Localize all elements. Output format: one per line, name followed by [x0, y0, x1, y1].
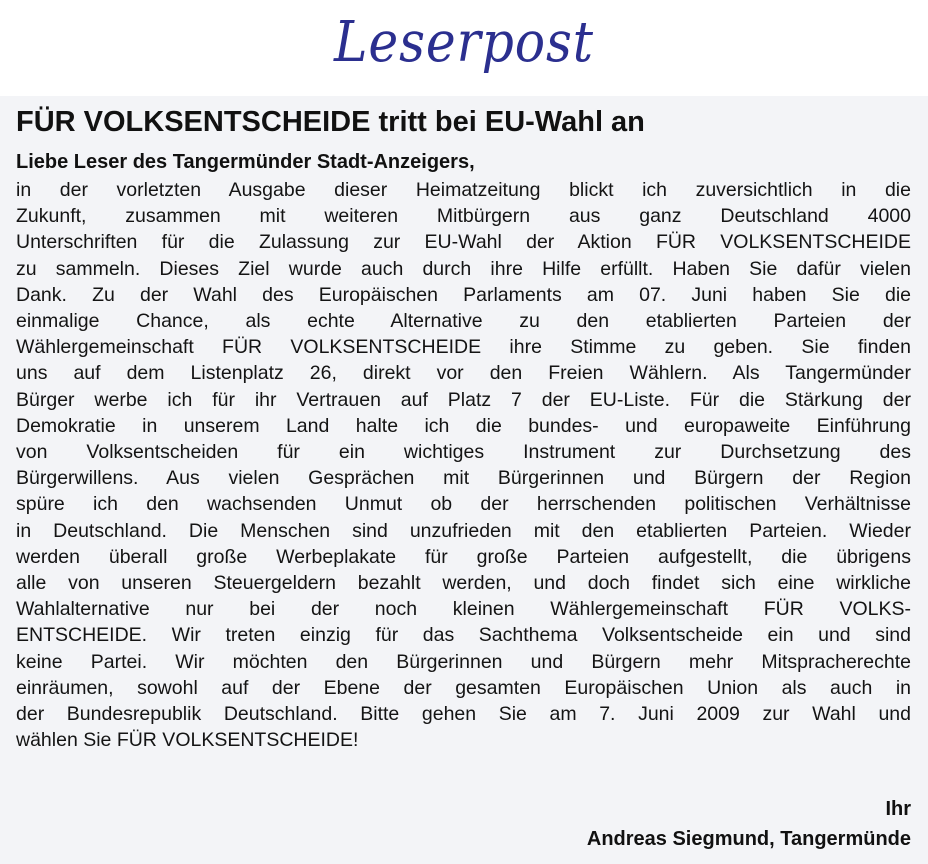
author-name: Andreas Siegmund, Tangermünde	[586, 828, 911, 850]
body-line: uns auf dem Listenplatz 26, direkt vor den Freien Wählern. Als Tangermünder	[16, 362, 911, 385]
body-line: von Volksentscheiden für ein wichtiges Instrument zur Durchsetzung des	[16, 441, 911, 464]
body-line: zu sammeln. Dieses Ziel wurde auch durch ihre Hilfe erfüllt. Haben Sie dafür vielen	[16, 257, 911, 280]
body-line: in Deutschland. Die Menschen sind unzufrieden mit den etablierten Parteien. Wieder	[16, 519, 911, 542]
body-line: ENTSCHEIDE. Wir treten einzig für das Sachthema Volksentscheide ein und sind	[16, 624, 911, 647]
body-line: Demokratie in unserem Land halte ich die bundes- und europaweite Einführung	[16, 414, 911, 437]
article-headline: FÜR VOLKSENTSCHEIDE tritt bei EU-Wahl an	[16, 106, 645, 138]
body-line: Dank. Zu der Wahl des Europäischen Parlaments am 07. Juni haben Sie die	[16, 283, 911, 306]
article-body	[16, 177, 911, 753]
body-line: einmalige Chance, als echte Alternative zu den etablierten Parteien der	[16, 310, 911, 333]
body-line: einräumen, sowohl auf der Ebene der gesamten Europäischen Union als auch in	[16, 676, 911, 699]
body-line: wählen Sie FÜR VOLKSENTSCHEIDE!	[16, 729, 359, 752]
body-line: werden überall große Werbeplakate für große Parteien aufgestellt, die übrigens	[16, 545, 911, 568]
section-title: Leserpost	[334, 10, 594, 75]
body-line: der Bundesrepublik Deutschland. Bitte gehen Sie am 7. Juni 2009 zur Wahl und	[16, 703, 911, 726]
body-line: spüre ich den wachsenden Unmut ob der herrschenden politischen Verhältnisse	[16, 493, 911, 516]
body-line: Bürgerwillens. Aus vielen Gesprächen mit Bürgerinnen und Bürgern der Region	[16, 467, 911, 490]
article-salutation: Liebe Leser des Tangermünder Stadt-Anzeigers,	[16, 151, 475, 173]
masthead-area	[0, 0, 928, 96]
body-line: in der vorletzten Ausgabe dieser Heimatzeitung blickt ich zuversichtlich in die	[16, 179, 911, 201]
body-line: Bürger werbe ich für ihr Vertrauen auf Platz 7 der EU-Liste. Für die Stärkung der	[16, 388, 911, 411]
body-line: alle von unseren Steuergeldern bezahlt werden, und doch findet sich eine wirkliche	[16, 572, 911, 595]
body-line: Zukunft, zusammen mit weiteren Mitbürgern aus ganz Deutschland 4000	[16, 205, 911, 228]
signature-block	[587, 794, 911, 854]
body-line: Wahlalternative nur bei der noch kleinen Wählergemeinschaft FÜR VOLKS-	[16, 598, 911, 621]
body-line: Wählergemeinschaft FÜR VOLKSENTSCHEIDE ihre Stimme zu geben. Sie finden	[16, 336, 911, 359]
body-line: Unterschriften für die Zulassung zur EU-Wahl der Aktion FÜR VOLKSENTSCHEIDE	[16, 231, 911, 254]
closing: Ihr	[885, 798, 911, 820]
body-line: keine Partei. Wir möchten den Bürgerinnen und Bürgern mehr Mitspracherechte	[16, 650, 911, 673]
